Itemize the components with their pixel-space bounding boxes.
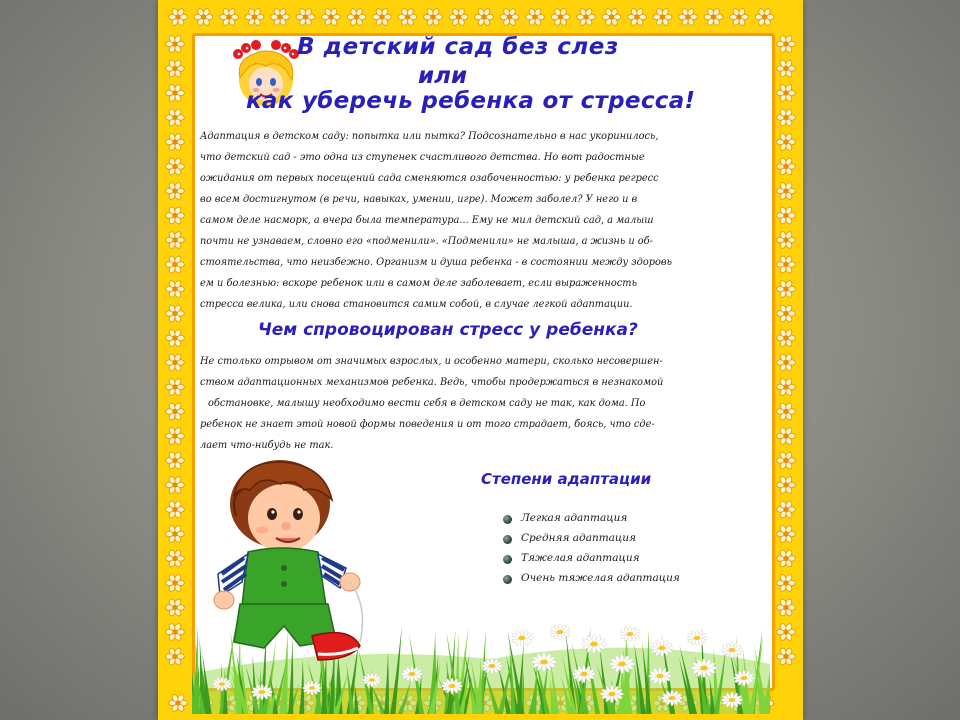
flower-icon bbox=[166, 598, 185, 617]
title-line-3: как уберечь ребенка от стресса! bbox=[246, 88, 696, 114]
flower-icon bbox=[166, 329, 185, 348]
flower-icon bbox=[194, 8, 213, 27]
flower-icon bbox=[777, 108, 796, 127]
flower-icon bbox=[777, 157, 796, 176]
flower-icon bbox=[166, 353, 185, 372]
intro-line: ем и болезнью: вскоре ребенок или в самом деле заболевает, если выраженность bbox=[200, 278, 637, 289]
flower-icon bbox=[777, 84, 796, 103]
stress-line: лает что-нибудь не так. bbox=[200, 440, 334, 451]
stress-line: ством адаптационных механизмов ребенка. Ведь, чтобы продержаться в незнакомой bbox=[200, 377, 664, 388]
intro-line: самом деле насморк, а вчера была температура... Ему не мил детский сад, а малыш bbox=[200, 215, 654, 226]
flower-icon bbox=[166, 84, 185, 103]
flower-icon bbox=[777, 402, 796, 421]
flower-icon bbox=[475, 8, 494, 27]
intro-line: ожидания от первых посещений сада сменяются озабоченностью: у ребенка регресс bbox=[200, 173, 659, 184]
flower-icon bbox=[777, 525, 796, 544]
intro-line: что детский сад - это одна из ступенек счастливого детства. Но вот радостные bbox=[200, 152, 645, 163]
flower-icon bbox=[166, 500, 185, 519]
flower-icon bbox=[220, 8, 239, 27]
flower-icon bbox=[166, 157, 185, 176]
flower-icon bbox=[777, 598, 796, 617]
daisy-icon bbox=[687, 630, 708, 646]
daisy-icon bbox=[550, 624, 571, 640]
intro-line: почти не узнаваем, словно его «подменили». «Подменили» не малыша, а жизнь и об- bbox=[200, 236, 653, 247]
flower-icon bbox=[777, 353, 796, 372]
adaptation-level-item: Тяжелая адаптация bbox=[521, 552, 640, 564]
flower-icon bbox=[166, 108, 185, 127]
flower-icon bbox=[628, 8, 647, 27]
flower-icon bbox=[166, 451, 185, 470]
flower-icon bbox=[166, 574, 185, 593]
adaptation-level-item: Очень тяжелая адаптация bbox=[521, 572, 680, 584]
flower-icon bbox=[551, 8, 570, 27]
flower-icon bbox=[777, 304, 796, 323]
bullet-icon bbox=[503, 515, 512, 524]
bullet-icon bbox=[503, 535, 512, 544]
intro-line: стресса велика, или снова становится самим собой, в случае легкой адаптации. bbox=[200, 299, 633, 310]
title-line-1: В детский сад без слез bbox=[297, 34, 619, 60]
flower-icon bbox=[166, 206, 185, 225]
flower-icon bbox=[169, 694, 188, 713]
flower-icon bbox=[322, 8, 341, 27]
flower-icon bbox=[777, 451, 796, 470]
flower-icon bbox=[166, 304, 185, 323]
flower-icon bbox=[526, 8, 545, 27]
flower-icon bbox=[166, 549, 185, 568]
flower-icon bbox=[777, 574, 796, 593]
section-heading-adaptation: Степени адаптации bbox=[481, 470, 652, 488]
flower-icon bbox=[653, 8, 672, 27]
flower-icon bbox=[777, 133, 796, 152]
flower-icon bbox=[166, 623, 185, 642]
flower-icon bbox=[704, 8, 723, 27]
flower-icon bbox=[296, 8, 315, 27]
flower-icon bbox=[347, 8, 366, 27]
intro-line: Адаптация в детском саду: попытка или пытка? Подсознательно в нас укоринилось, bbox=[200, 131, 659, 142]
intro-line: стоятельства, что неизбежно. Организм и душа ребенка - в состоянии между здоровь bbox=[200, 257, 672, 268]
adaptation-level-item: Средняя адаптация bbox=[521, 532, 636, 544]
flower-icon bbox=[500, 8, 519, 27]
boy-illustration bbox=[200, 456, 390, 676]
flower-icon bbox=[777, 427, 796, 446]
flower-icon bbox=[424, 8, 443, 27]
flower-icon bbox=[602, 8, 621, 27]
stress-line: ребенок не знает этой новой формы поведения и от того страдает, боясь, что сде- bbox=[200, 419, 655, 430]
daisy-icon bbox=[620, 626, 641, 642]
flower-icon bbox=[166, 378, 185, 397]
flower-icon bbox=[777, 329, 796, 348]
flower-icon bbox=[169, 8, 188, 27]
flower-icon bbox=[166, 59, 185, 78]
intro-line: во всем достигнутом (в речи, навыках, умении, игре). Может заболел? У него и в bbox=[200, 194, 638, 205]
flower-icon bbox=[777, 231, 796, 250]
flower-icon bbox=[777, 35, 796, 54]
daisy-icon bbox=[510, 629, 533, 647]
section-heading-stress: Чем спровоцирован стресс у ребенка? bbox=[258, 320, 638, 340]
bullet-icon bbox=[503, 555, 512, 564]
flower-icon bbox=[777, 59, 796, 78]
intro-paragraph bbox=[200, 131, 772, 311]
flower-icon bbox=[398, 8, 417, 27]
flower-icon bbox=[166, 35, 185, 54]
flower-icon bbox=[166, 647, 185, 666]
flower-icon bbox=[777, 500, 796, 519]
flower-icon bbox=[245, 8, 264, 27]
stress-line: Не столько отрывом от значимых взрослых, и особенно матери, сколько несовершен- bbox=[200, 356, 663, 367]
flower-icon bbox=[730, 8, 749, 27]
flower-icon bbox=[755, 8, 774, 27]
flower-icon bbox=[166, 402, 185, 421]
flower-icon bbox=[777, 182, 796, 201]
flower-icon bbox=[449, 8, 468, 27]
flower-icon bbox=[777, 378, 796, 397]
flower-icon bbox=[777, 476, 796, 495]
flower-icon bbox=[777, 549, 796, 568]
stress-paragraph bbox=[200, 356, 772, 456]
flower-icon bbox=[777, 623, 796, 642]
stress-line: обстановке, малышу необходимо вести себя в детском саду не так, как дома. По bbox=[208, 398, 646, 409]
flower-icon bbox=[777, 206, 796, 225]
flower-icon bbox=[166, 133, 185, 152]
flower-icon bbox=[166, 476, 185, 495]
bullet-icon bbox=[503, 575, 512, 584]
flower-icon bbox=[166, 255, 185, 274]
flower-icon bbox=[777, 280, 796, 299]
flower-icon bbox=[166, 280, 185, 299]
flower-icon bbox=[373, 8, 392, 27]
flower-icon bbox=[577, 8, 596, 27]
adaptation-level-item: Легкая адаптация bbox=[521, 512, 628, 524]
flower-icon bbox=[777, 647, 796, 666]
flower-icon bbox=[271, 8, 290, 27]
flower-icon bbox=[166, 182, 185, 201]
flower-icon bbox=[166, 427, 185, 446]
flower-icon bbox=[679, 8, 698, 27]
title-line-2: или bbox=[418, 63, 468, 89]
flower-icon bbox=[166, 525, 185, 544]
flower-icon bbox=[777, 255, 796, 274]
flower-icon bbox=[166, 231, 185, 250]
